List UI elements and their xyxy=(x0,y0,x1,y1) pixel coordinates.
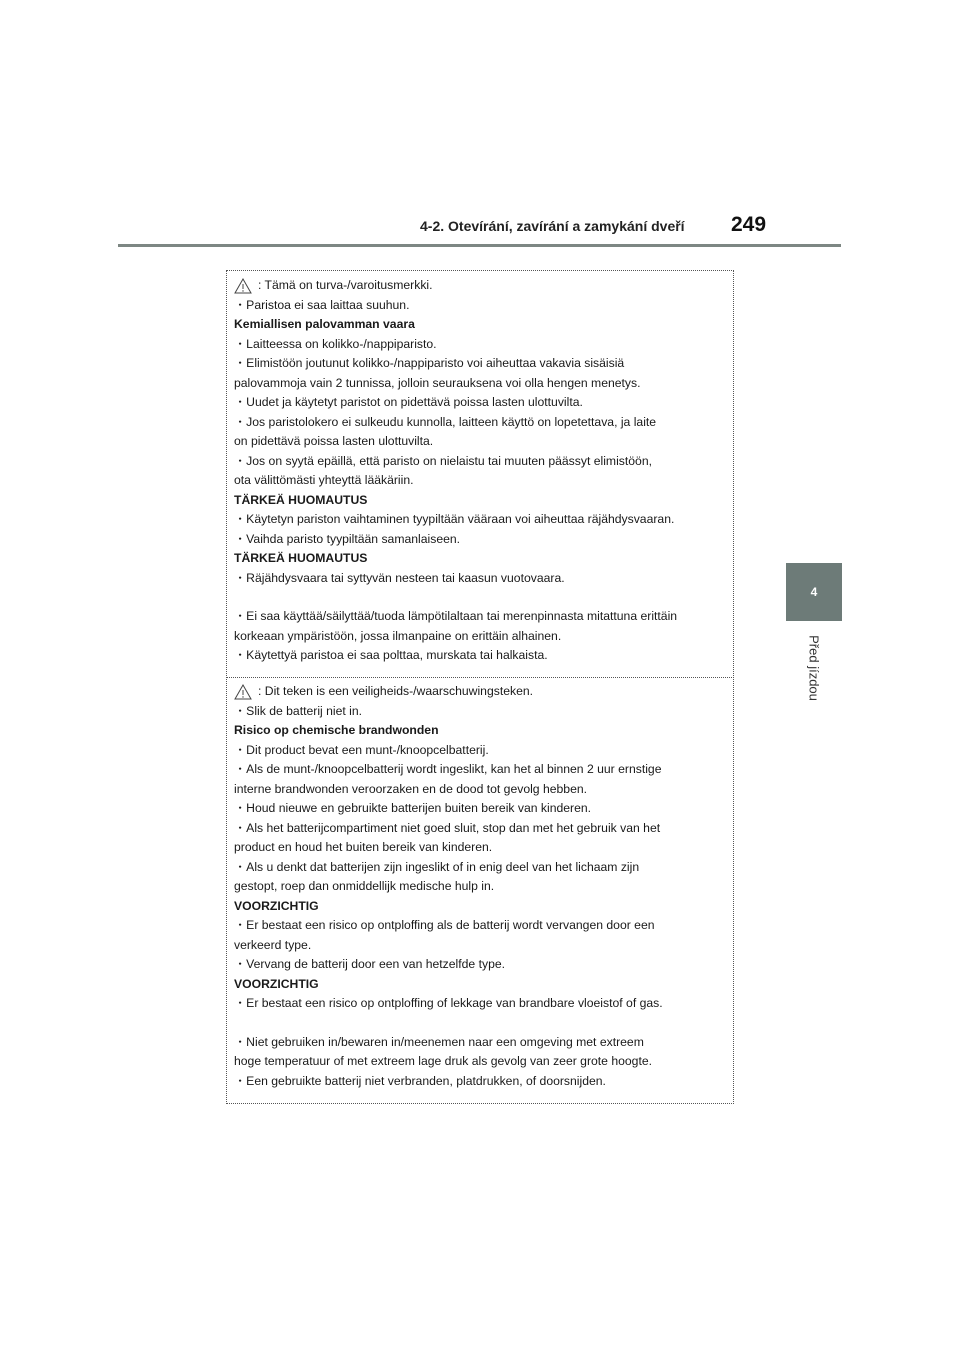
finnish-section xyxy=(234,276,730,666)
list-item-continuation: ota välittömästi yhteyttä lääkäriin. xyxy=(234,473,414,487)
list-item: ・Houd nieuwe en gebruikte batterijen buiten bereik van kinderen. xyxy=(234,801,592,815)
subheading: VOORZICHTIG xyxy=(234,976,319,991)
list-item: ・Dit product bevat een munt-/knoopcelbatterij. xyxy=(234,742,489,757)
list-item: ・Als het batterijcompartiment niet goed sluit, stop dan met het gebruik van het xyxy=(234,820,661,835)
list-item: ・Niet gebruiken in/bewaren in/meenemen naar een omgeving met extreem xyxy=(234,1034,644,1049)
list-item: ・Er bestaat een risico op ontploffing als de batterij wordt vervangen door een xyxy=(234,918,655,932)
subheading: Risico op chemische brandwonden xyxy=(234,723,439,737)
warning-triangle-icon xyxy=(234,278,252,294)
subheading: Kemiallisen palovamman vaara xyxy=(234,317,415,331)
spacer xyxy=(234,1014,730,1033)
list-item-continuation: korkeaan ympäristöön, jossa ilmanpaine on erittäin alhainen. xyxy=(234,628,562,643)
warning-symbol-text: : Dit teken is een veiligheids-/waarschuwingsteken. xyxy=(258,684,534,698)
subheading: VOORZICHTIG xyxy=(234,898,319,913)
list-item: ・Paristoa ei saa laittaa suuhun. xyxy=(234,297,410,312)
list-item-continuation: on pidettävä poissa lasten ulottuvilta. xyxy=(234,434,434,448)
spacer xyxy=(234,588,730,607)
warning-symbol-line xyxy=(234,276,730,296)
list-item: ・Er bestaat een risico op ontploffing of lekkage van brandbare vloeistof of gas. xyxy=(234,996,663,1010)
list-item: ・Jos on syytä epäillä, että paristo on nielaistu tai muuten päässyt elimistöön, xyxy=(234,453,652,468)
list-item: ・Käytetyn pariston vaihtaminen tyypiltään vääraan voi aiheuttaa räjähdysvaaran. xyxy=(234,512,675,526)
subheading: TÄRKEÄ HUOMAUTUS xyxy=(234,551,368,565)
list-item-continuation: hoge temperatuur of met extreem lage druk als gevolg van zeer grote hoogte. xyxy=(234,1054,653,1068)
chapter-label: Před jízdou xyxy=(806,635,822,701)
list-item: ・Vaihda paristo tyypiltään samanlaiseen. xyxy=(234,531,461,546)
warning-triangle-icon xyxy=(234,684,252,700)
dutch-section xyxy=(234,682,730,1091)
list-item: ・Elimistöön joutunut kolikko-/nappiparisto voi aiheuttaa vakavia sisäisiä xyxy=(234,356,625,370)
list-item: ・Käytettyä paristoa ei saa polttaa, murskata tai halkaista. xyxy=(234,648,548,662)
list-item: ・Ei saa käyttää/säilyttää/tuoda lämpötilaltaan tai merenpinnasta mitattuna erittäin xyxy=(234,609,678,623)
list-item-continuation: interne brandwonden veroorzaken en de dood tot gevolg hebben. xyxy=(234,781,588,796)
chapter-number: 4 xyxy=(810,585,818,599)
list-item-continuation: product en houd het buiten bereik van kinderen. xyxy=(234,840,493,854)
warning-symbol-text: : Tämä on turva-/varoitusmerkki. xyxy=(258,278,433,292)
list-item: ・Als de munt-/knoopcelbatterij wordt ingeslikt, kan het al binnen 2 uur ernstige xyxy=(234,762,662,776)
page-number: 249 xyxy=(731,213,767,236)
list-item: ・Jos paristolokero ei sulkeudu kunnolla, laitteen käyttö on lopetettava, ja laite xyxy=(234,414,657,429)
list-item-continuation: gestopt, roep dan onmiddellijk medische hulp in. xyxy=(234,879,495,893)
list-item: ・Uudet ja käytetyt paristot on pidettävä poissa lasten ulottuvilta. xyxy=(234,395,583,409)
list-item: ・Laitteessa on kolikko-/nappiparisto. xyxy=(234,336,437,351)
list-item-continuation: palovammoja vain 2 tunnissa, jolloin seurauksena voi olla hengen menetys. xyxy=(234,375,641,390)
language-divider xyxy=(226,677,734,678)
list-item-continuation: verkeerd type. xyxy=(234,937,312,952)
list-item: ・Slik de batterij niet in. xyxy=(234,703,363,718)
section-title: 4-2. Otevírání, zavírání a zamykání dveří xyxy=(420,218,685,234)
list-item: ・Als u denkt dat batterijen zijn ingeslikt of in enig deel van het lichaam zijn xyxy=(234,859,640,874)
list-item: ・Een gebruikte batterij niet verbranden, platdrukken, of doorsnijden. xyxy=(234,1073,606,1088)
chapter-tab xyxy=(786,563,842,621)
subheading: TÄRKEÄ HUOMAUTUS xyxy=(234,492,368,507)
warning-symbol-line xyxy=(234,682,730,702)
list-item: ・Vervang de batterij door een van hetzelfde type. xyxy=(234,957,506,971)
list-item: ・Räjähdysvaara tai syttyvän nesteen tai kaasun vuotovaara. xyxy=(234,570,565,585)
header-rule xyxy=(118,244,841,247)
